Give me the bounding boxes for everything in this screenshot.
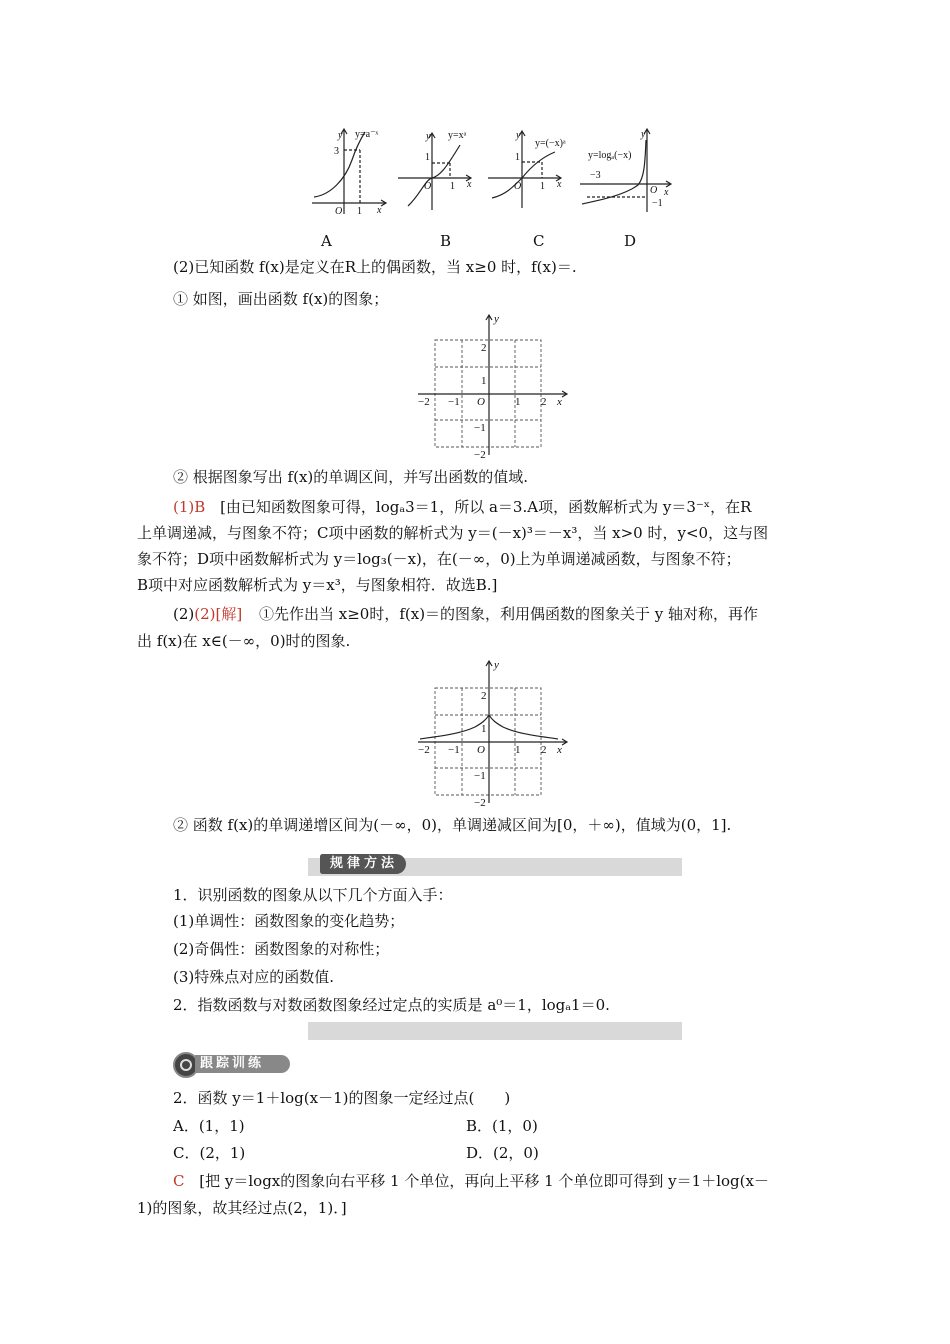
panel-a-tick-x: 1 [357,206,362,217]
answer2-line2: 出 f(x)在 x∈(－∞，0)时的图象. [137,632,351,650]
grid-label-x2: 2 [541,396,547,408]
panel-d-tick-neg-y: −1 [652,198,663,209]
panel-c-tick-x: 1 [540,181,545,192]
grid-label-y-neg1: −1 [474,422,486,434]
empty-grid [410,310,575,460]
grid-label-x-neg2: −2 [418,744,430,756]
axis-x-label: x [467,179,472,190]
grid-label-x2: 2 [541,744,547,756]
answer1-tag: (1)B [173,498,206,516]
answer2-tag-num: (2) [173,605,195,623]
option-a: A．(1，1) [173,1117,245,1135]
answer2-line1: ①先作出当 x≥0时，f(x)＝的图象，利用偶函数的图象关于 y 轴对称，再作 [258,605,759,623]
method-item: 2．指数函数与对数函数图象经过定点的实质是 a⁰＝1，logₐ1＝0. [173,996,610,1014]
panel-b-tick-y: 1 [425,152,430,163]
answer1-line2: 上单调递减，与图象不符；C项中函数的解析式为 y＝(－x)³＝－x³，当 x>0 时，y<0，这与图 [137,524,769,542]
panel-a-origin: O [335,206,343,217]
panel-c-curve-label: y=(−x)ᵃ [535,138,566,149]
axis-x-label: x [557,179,562,190]
grid-label-x-neg1: −1 [448,744,460,756]
panel-b-origin: O [424,181,432,192]
grid-label-y1: 1 [481,375,487,387]
axis-x-label: x [557,744,562,756]
practice-answer-tag: C [173,1172,185,1190]
method-badge: 规律方法 [320,854,406,874]
answer1-line1: [由已知函数图象可得，logₐ3＝1，所以 a＝3.A项，函数解析式为 y＝3⁻ˣ，在R [220,498,752,516]
grid-label-y-neg2: −2 [474,449,486,460]
panel-a-letter: A [321,232,332,250]
q2-intro: (2)已知函数 f(x)是定义在R上的偶函数，当 x≥0 时，f(x)＝. [173,258,577,276]
panel-a-tick-y: 3 [334,146,339,157]
grid-label-y1: 1 [481,723,487,735]
grid-label-y2: 2 [481,342,487,354]
grid-label-x1: 1 [515,744,521,756]
axis-y-label: y [494,313,499,325]
option-b: B．(1，0) [466,1117,538,1135]
grid-label-y2: 2 [481,690,487,702]
axis-x-label: x [377,205,382,216]
panel-b-tick-x: 1 [450,181,455,192]
option-graphs [300,122,680,222]
method-banner-bottom [308,1022,682,1040]
practice-badge: 跟踪训练 [200,1056,265,1071]
answer1-line3: 象不符；D项中函数解析式为 y＝log₃(－x)，在(－∞，0)上为单调递减函数，与图象不符； [137,550,741,568]
practice-answer-line1: [把 y＝logx的图象向右平移 1 个单位，再向上平移 1 个单位即可得到 y＝1＋log(x－ [199,1172,769,1190]
grid-label-y-neg1: −1 [474,770,486,782]
panel-b-letter: B [440,232,452,250]
axis-x-label: x [557,396,562,408]
grid-label-origin: O [477,744,485,756]
panel-c-origin: O [514,181,522,192]
q2-step1: ① 如图，画出函数 f(x)的图象； [173,290,389,308]
axis-y-label: y [494,659,499,671]
method-item: (3)特殊点对应的函数值. [173,968,335,986]
answer2-step2: ② 函数 f(x)的单调递增区间为(－∞，0)，单调递减区间为[0，＋∞)，值域为(0，1]. [173,816,732,834]
grid-label-x-neg1: −1 [448,396,460,408]
practice-answer-line2: 1)的图象，故其经过点(2，1)．] [137,1199,347,1217]
method-item: (1)单调性：函数图象的变化趋势； [173,912,405,930]
method-item: 1．识别函数的图象从以下几个方面入手： [173,886,453,904]
panel-d-letter: D [624,232,637,250]
panel-d-origin: O [650,185,658,196]
panel-d-tick-neg-x: −3 [590,170,601,181]
panel-c-letter: C [533,232,545,250]
panel-d-curve-label: y=logₐ(−x) [588,150,632,161]
option-c: C．(2，1) [173,1144,246,1162]
grid-label-x1: 1 [515,396,521,408]
axis-x-label: x [664,187,669,198]
panel-c-tick-y: 1 [515,152,520,163]
axis-y-label: y [338,130,343,141]
solution-graph [410,656,575,808]
answer1-line4: B项中对应函数解析式为 y＝x³，与图象相符．故选B.] [137,576,498,594]
grid-label-origin: O [477,396,485,408]
grid-label-y-neg2: −2 [474,797,486,808]
practice-question: 2．函数 y＝1＋log(x－1)的图象一定经过点( ) [173,1089,511,1107]
option-d: D．(2，0) [466,1144,539,1162]
panel-b-curve-label: y=xᵃ [448,130,467,141]
answer2-tag: (2)[解] [194,605,243,623]
axis-y-label: y [516,130,521,141]
panel-a-curve-label: y=a⁻ˣ [355,129,379,140]
axis-y-label: y [426,131,431,142]
method-item: (2)奇偶性：函数图象的对称性； [173,940,390,958]
grid-label-x-neg2: −2 [418,396,430,408]
axis-y-label: y [641,129,646,140]
q2-step2: ② 根据图象写出 f(x)的单调区间，并写出函数的值域. [173,468,529,486]
